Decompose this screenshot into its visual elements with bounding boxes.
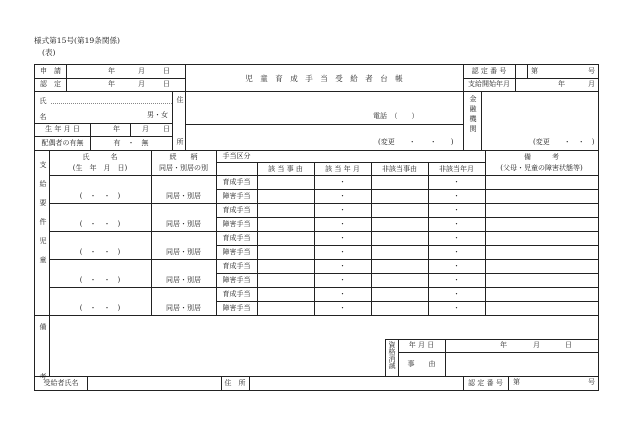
col-name-header: 氏 名 (82, 152, 118, 161)
col-birth-header: (生 年 月 日) (72, 163, 128, 172)
recipient-name-label: 受給者氏名 (43, 378, 79, 387)
form-side-label: (表) (42, 48, 56, 57)
col-reason-off-header: 非該当事由 (382, 164, 417, 173)
loss-date-label: 年 月 日 (408, 341, 435, 349)
footer-address-label: 住 所 (224, 378, 246, 387)
apply-label: 申 請 (40, 67, 61, 75)
col-reason-on-header: 該 当 事 由 (268, 164, 303, 173)
allowance-type: 障害手当 (222, 191, 251, 200)
child-cohabit-3: 同居・別居 (166, 247, 201, 256)
child-cohabit-1: 同居・別居 (166, 191, 201, 200)
child-birth-3: ( ・ ・ ) (79, 247, 121, 256)
col-cohabit-header: 同居・別居の別 (159, 163, 208, 172)
remarks-label: 備 考 (39, 323, 47, 398)
child-cohabit-2: 同居・別居 (166, 219, 201, 228)
col-notes-sub-header: (父母・児童の障害状態等) (500, 163, 583, 172)
col-notes-header: 備 考 (524, 152, 559, 161)
allowance-type: 育成手当 (222, 177, 251, 186)
address-label: 住 所 (176, 96, 184, 159)
spouse-label: 配偶者の有無 (41, 138, 84, 147)
col-ym-on-header: 該 当 年 月 (325, 164, 360, 173)
birth-label: 生 年 月 日 (45, 125, 80, 133)
child-birth-5: ( ・ ・ ) (79, 303, 121, 312)
bank-change: (変更 ・ ・ ) (533, 138, 595, 146)
ledger-table: 申 請 認 定 年 月 日 年 月 日 児 童 育 成 手 当 受 給 者 台 帳 認 定 番 号 第 号 支給開始年月 年 月 氏 名 男・女 住 所 電話 （ ） (変更 ・ ・ ) 金融機関 (変更 ・ ・ ) 生 年 月 日 年 月 日 配偶者の有無 有 ・ 無 支給要件児童 氏 名 (生 年 月 日) 続 柄 同居・別居の別 手当区分 該 当 事 由 該 当 年 月 非該当事由 非該当年月 備 考 (父母・児童の障害状態等) ( ・ ・ ) 同居・別居 育成手当 障害手当 ・ ・ ・ ・ ( ・ ・ ) 同居・別居 育成手当 障害手当 ・ ・ ・ ・ ( ・ ・ ) 同居・別居 育成手当 障害手当 ・ ・ ・ ・ ( ・ ・ ) 同居・別居 育成手当 障害手当 ・ ・ ・ ・ ( ・ ・ ) 同居・別居 育成手当 障害手当 ・ ・ ・ ・ 備 考 資格消滅 年 月 日 年 月 日 事 由 受給者氏名 住 所 認 定 番 号 第 号 (34, 64, 599, 391)
cert-label: 認 定 (40, 80, 61, 88)
footer-cert-number-label: 認 定 番 号 (468, 378, 503, 387)
child-birth-2: ( ・ ・ ) (79, 219, 121, 228)
gender-choice: 男・女 (147, 111, 168, 119)
side-label-children: 支給要件児童 (39, 161, 47, 275)
col-relation-header: 続 柄 (169, 152, 198, 161)
cert-number-label: 認 定 番 号 (471, 67, 507, 75)
child-cohabit-4: 同居・別居 (166, 275, 201, 284)
bank-label: 金融機関 (469, 95, 477, 135)
loss-reason-label: 事 由 (407, 359, 436, 368)
col-allowance-header: 手当区分 (222, 152, 251, 160)
phone-field: 電話 （ ） (373, 112, 419, 120)
start-ym-label: 支給開始年月 (468, 80, 510, 88)
address-change: (変更 ・ ・ ) (378, 138, 454, 146)
col-ym-off-header: 非該当年月 (439, 164, 474, 173)
name-label: 氏 名 (39, 97, 47, 121)
child-cohabit-5: 同居・別居 (166, 303, 201, 312)
form-style-number: 様式第15号(第19条関係) (34, 36, 120, 45)
child-birth-1: ( ・ ・ ) (79, 191, 121, 200)
spouse-value: 有 ・ 無 (113, 138, 149, 147)
form-title: 児 童 育 成 手 当 受 給 者 台 帳 (245, 73, 403, 83)
qualification-loss-label: 資格消滅 (388, 341, 396, 369)
child-birth-4: ( ・ ・ ) (79, 275, 121, 284)
